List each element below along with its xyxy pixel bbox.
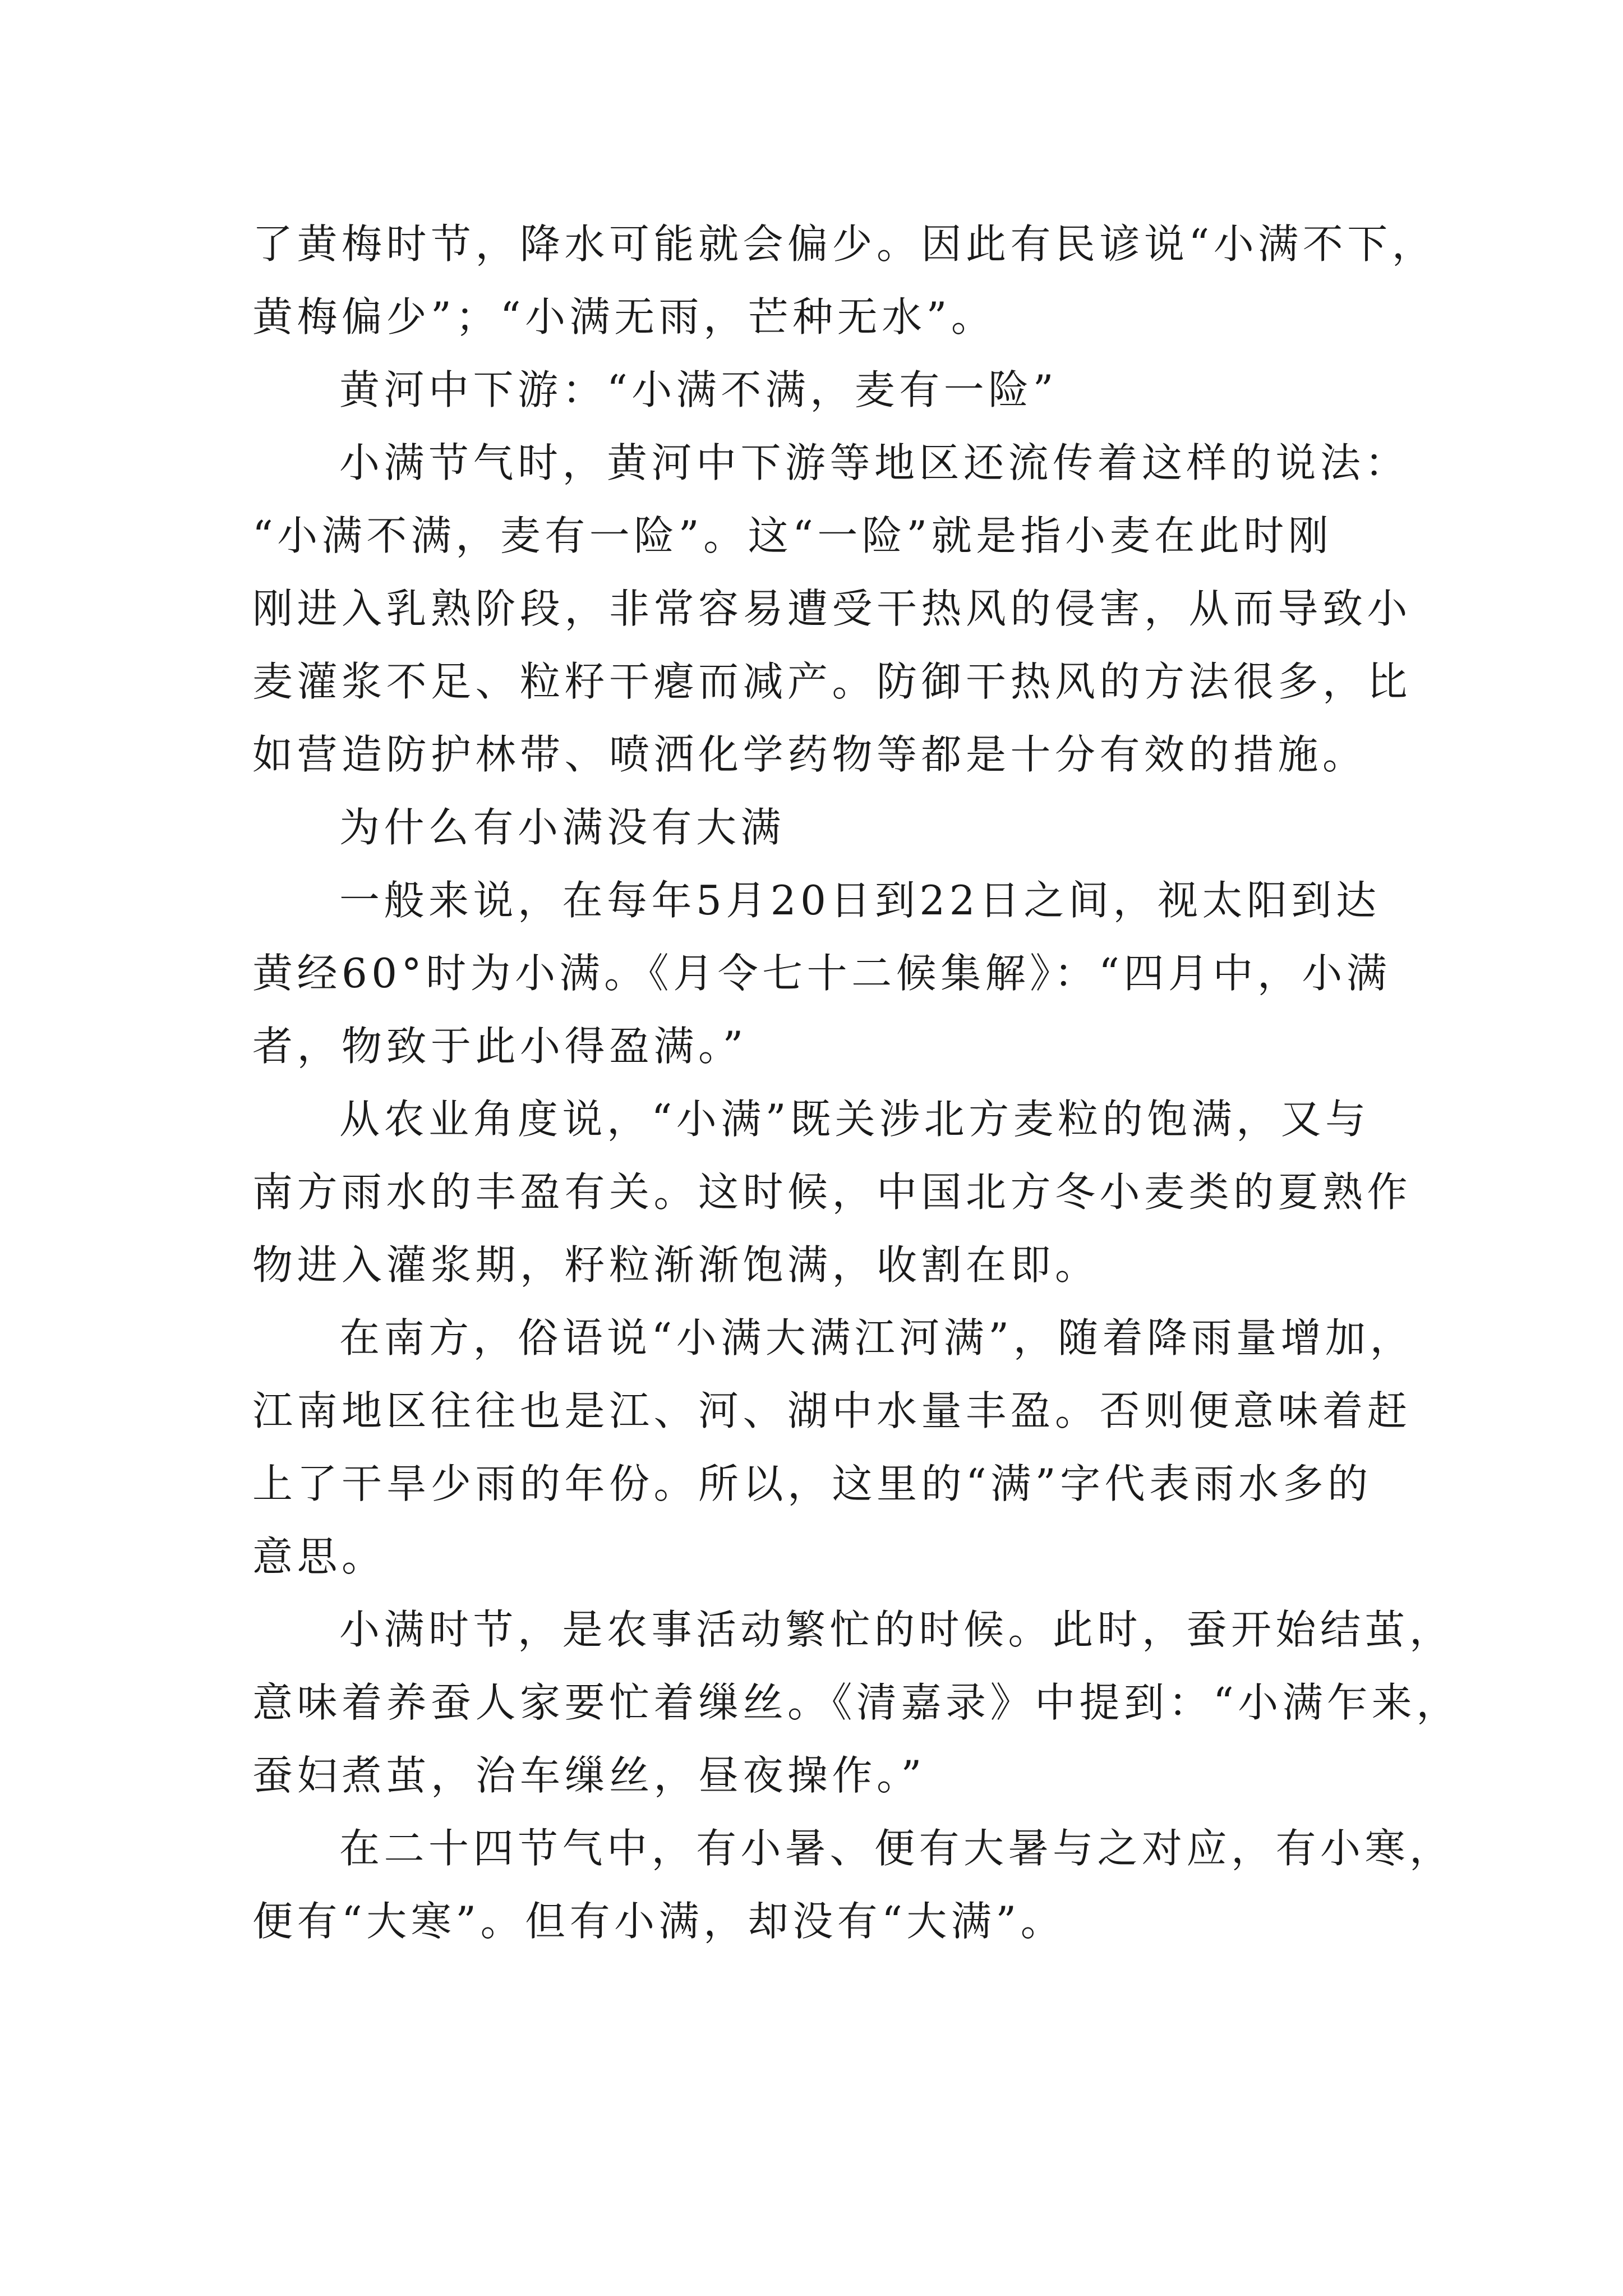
text-line: 意思。 — [252, 1533, 386, 1580]
text-line: 一般来说，在每年5月20日到22日之间，视太阳到达 — [339, 877, 1381, 924]
section-heading: 为什么有小满没有大满 — [339, 804, 786, 851]
text-line: 小满时节，是农事活动繁忙的时候。此时，蚕开始结茧， — [339, 1606, 1454, 1653]
text-line: 者，物致于此小得盈满。” — [252, 1023, 748, 1070]
text-line: 黄经60°时为小满。《月令七十二候集解》：“四月中，小满 — [252, 950, 1391, 997]
text-line: 在南方，俗语说“小满大满江河满”，随着降雨量增加， — [339, 1314, 1415, 1361]
text-line: 了黄梅时节，降水可能就会偏少。因此有民谚说“小满不下， — [252, 220, 1437, 268]
text-line: 如营造防护林带、喷洒化学药物等都是十分有效的措施。 — [252, 731, 1367, 778]
text-line: 从农业角度说，“小满”既关涉北方麦粒的饱满，又与 — [339, 1096, 1370, 1143]
text-line: 便有“大寒”。但有小满，却没有“大满”。 — [252, 1898, 1066, 1945]
text-line: 意味着养蚕人家要忙着缫丝。《清嘉录》中提到：“小满乍来， — [252, 1679, 1461, 1726]
text-line: 刚进入乳熟阶段，非常容易遭受干热风的侵害，从而导致小 — [252, 585, 1412, 632]
text-line: 黄梅偏少”；“小满无雨，芒种无水”。 — [252, 293, 996, 341]
text-line: “小满不满，麦有一险”。这“一险”就是指小麦在此时刚 — [252, 512, 1333, 559]
text-line: 南方雨水的丰盈有关。这时候，中国北方冬小麦类的夏熟作 — [252, 1168, 1412, 1216]
text-line: 蚕妇煮茧，治车缫丝，昼夜操作。” — [252, 1752, 926, 1799]
text-line: 小满节气时，黄河中下游等地区还流传着这样的说法： — [339, 439, 1410, 486]
text-line: 上了干旱少雨的年份。所以，这里的“满”字代表雨水多的 — [252, 1460, 1372, 1507]
text-line: 在二十四节气中，有小暑、便有大暑与之对应，有小寒， — [339, 1825, 1454, 1872]
section-heading: 黄河中下游：“小满不满，麦有一险” — [339, 366, 1058, 413]
text-line: 物进入灌浆期，籽粒渐渐饱满，收割在即。 — [252, 1241, 1100, 1289]
text-line: 麦灌浆不足、粒籽干瘪而减产。防御干热风的方法很多，比 — [252, 658, 1412, 705]
text-line: 江南地区往往也是江、河、湖中水量丰盈。否则便意味着赶 — [252, 1387, 1412, 1434]
